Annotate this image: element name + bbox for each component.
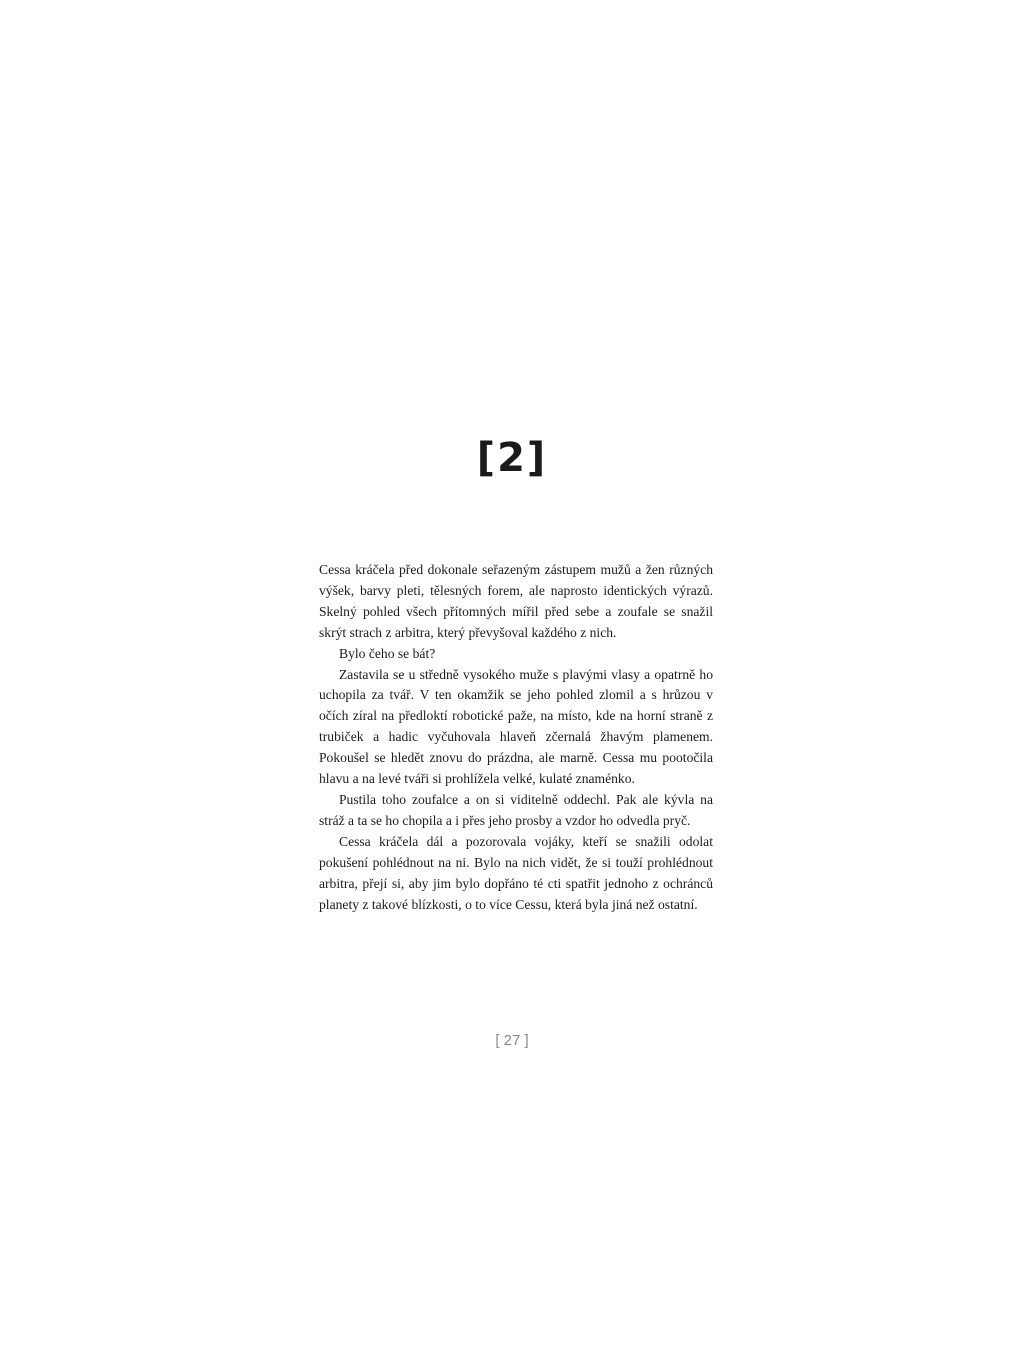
body-text [319, 560, 713, 915]
paragraph: Bylo čeho se bát? [339, 645, 436, 661]
paragraph: Cessa kráčela dál a pozorovala vojáky, kteří se snažili odolat pokušení pohlédnout na ni. Bylo na nich vidět, že si touží prohlédnout arbitra, přejí si, aby jim bylo dopřáno té cti spatřit jednoho z ochránců planety z takové blízkosti, o to více Cessu, která byla jiná než ostatní. [319, 833, 713, 912]
page-number: [ 27 ] [495, 1032, 529, 1049]
paragraph: Zastavila se u středně vysokého muže s plavými vlasy a opatrně ho uchopila za tvář. V ten okamžik se jeho pohled zlomil a s hrůzou v očích zíral na předloktí robotické paže, na místo, kde na horní straně z trubiček a hadic vyčuhovala hlaveň zčernalá žhavým plamenem. Pokoušel se hledět znovu do prázdna, ale marně. Cessa mu pootočila hlavu a na levé tváři si prohlížela velké, kulaté znaménko. [319, 666, 713, 787]
chapter-heading: [2] [476, 435, 548, 481]
paragraph: Cessa kráčela před dokonale seřazeným zástupem mužů a žen různých výšek, barvy pleti, tělesných forem, ale naprosto identických výrazů. Skelný pohled všech přítomných mířil před sebe a zoufale se snažil skrýt strach z arbitra, který převyšoval každého z nich. [319, 562, 713, 640]
paragraph: Pustila toho zoufalce a on si viditelně oddechl. Pak ale kývla na stráž a ta se ho chopila a i přes jeho prosby a vzdor ho odvedla pryč. [319, 791, 713, 828]
